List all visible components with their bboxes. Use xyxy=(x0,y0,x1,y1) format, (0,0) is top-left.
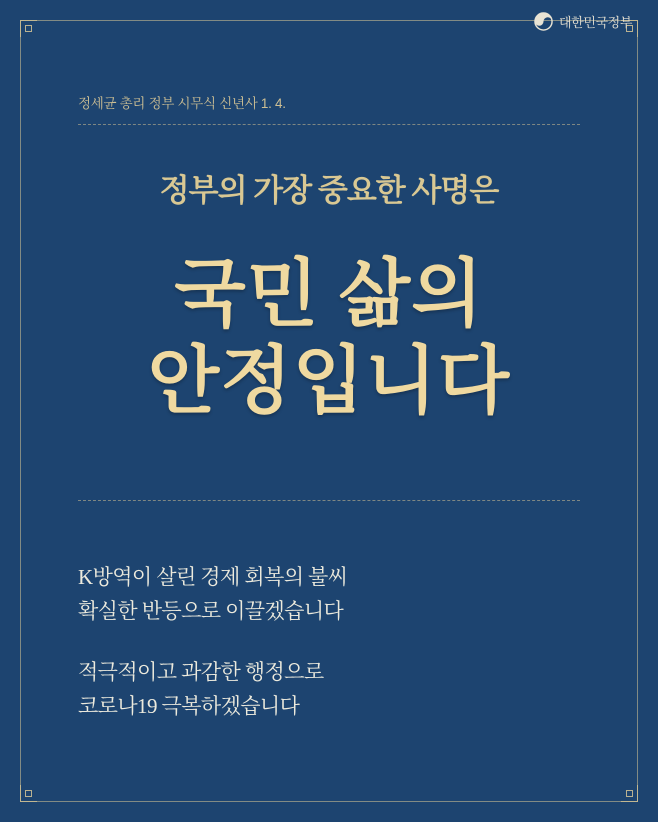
headline-main-line-1: 국민 삶의 xyxy=(174,254,484,336)
emblem-label: 대한민국정부 xyxy=(559,15,632,30)
body-line-2-2: 코로나19 극복하겠습니다 xyxy=(78,694,300,719)
body-line-2-1: 적극적이고 과감한 행정으로 xyxy=(78,660,324,685)
headline-subtitle: 정부의 가장 중요한 사명은 xyxy=(159,173,499,208)
divider-top xyxy=(78,124,580,125)
body-line-1-2: 확실한 반등으로 이끌겠습니다 xyxy=(78,599,344,624)
headline-main xyxy=(0,252,658,427)
body-line-1-1: K방역이 살린 경제 회복의 불씨 xyxy=(78,565,348,589)
headline-main-line-2: 안정입니다 xyxy=(147,341,511,424)
body-paragraph-1 xyxy=(78,560,347,628)
poster-body xyxy=(78,560,347,723)
poster-kicker: 정세균 총리 정부 시무식 신년사 1. 4. xyxy=(78,96,286,111)
body-paragraph-2 xyxy=(78,655,347,723)
divider-bottom xyxy=(78,500,580,501)
